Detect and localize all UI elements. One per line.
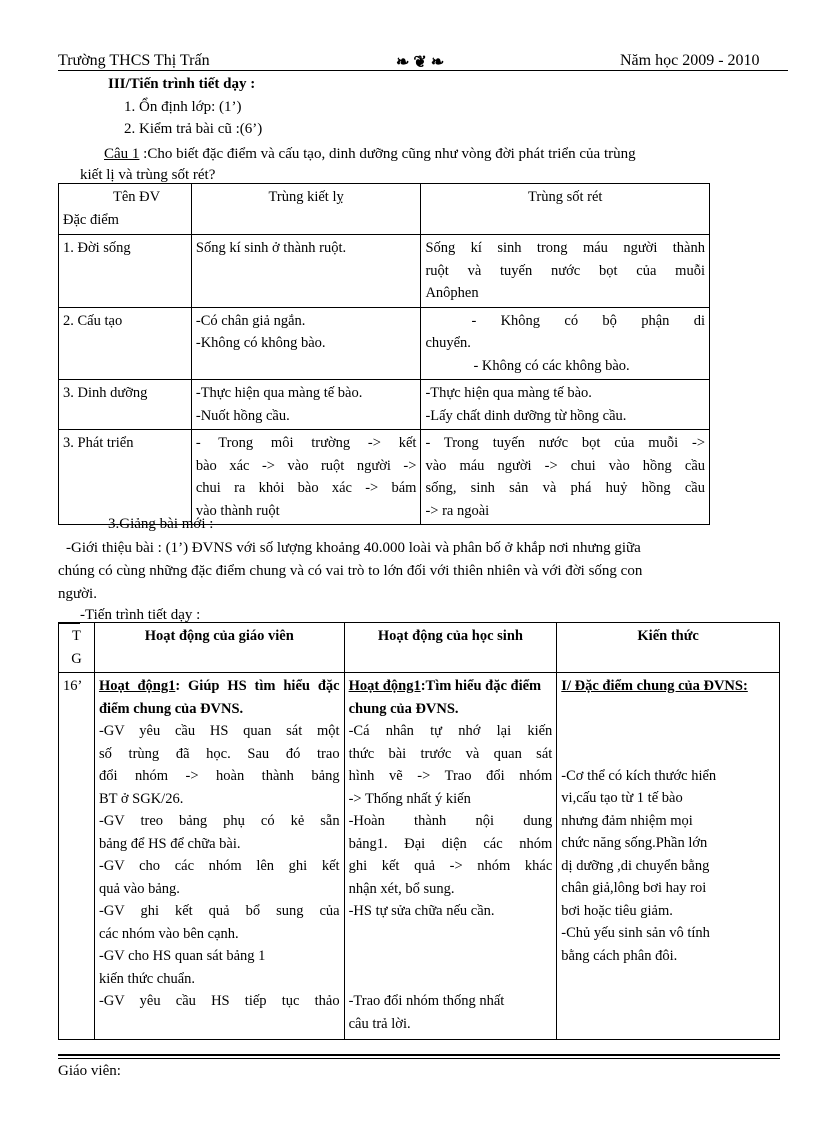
header-rule bbox=[58, 70, 788, 71]
student-activity: Hoạt động1:Tìm hiểu đặc điểm chung của ĐVNS. -Cá nhân tự nhớ lại kiến thức bài trước và quan sát hình vẽ -> Trao đổi nhóm -> Thống nhất ý kiến -Hoàn thành nội dung bảng1. Đại diện các nhóm ghi kết quả -> nhóm khác nhận xét, bổ sung. -HS tự sửa chữa nếu cần. -Trao đổi nhóm thống nhất câu trả lời. bbox=[344, 673, 557, 1040]
table-row bbox=[59, 184, 710, 235]
teacher-activity: Hoạt động1: Giúp HS tìm hiểu đặc điểm chung của ĐVNS. -GV yêu cầu HS quan sát một số trùng đã học. Sau đó trao đổi nhóm -> hoàn thành bảng BT ở SGK/26. -GV treo bảng phụ có kẻ sẵn bảng để HS để chữa bài. -GV cho các nhóm lên ghi kết quả vào bảng. -GV ghi kết quả bổ sung của các nhóm vào bên cạnh. -GV cho HS quan sát bảng 1 kiến thức chuẩn. -GV yêu cầu HS tiếp tục thảo bbox=[94, 673, 344, 1040]
table-row bbox=[59, 673, 780, 1040]
table-cell: Sống kí sinh trong máu người thành ruột và tuyến nước bọt của muỗi Anôphen bbox=[421, 235, 710, 308]
table-cell: - Trong tuyến nước bọt của muỗi -> vào máu người -> chui vào hồng cầu sống, sinh sản và phá huỷ hồng cầu -> ra ngoài bbox=[421, 430, 710, 525]
row-label: 3. Dinh dưỡng bbox=[59, 380, 192, 430]
step-3: 3.Giảng bài mới : bbox=[108, 516, 214, 532]
comparison-table bbox=[58, 183, 710, 525]
intro-text: -Giới thiệu bài : (1’) ĐVNS với số lượng khoảng 40.000 loài và phân bố ở khắp nơi nhưng giữa bbox=[66, 540, 641, 556]
row-label: 1. Đời sống bbox=[59, 235, 192, 308]
table-header-cell: Kiến thức bbox=[557, 623, 780, 673]
time-cell: 16’ bbox=[59, 673, 95, 1040]
table-cell: -Thực hiện qua màng tế bào. -Nuốt hồng cầu. bbox=[191, 380, 421, 430]
table-cell: -Có chân giả ngắn. -Không có không bào. bbox=[191, 307, 421, 380]
table-row bbox=[59, 380, 710, 430]
footer-rule bbox=[58, 1054, 780, 1056]
section-title: III/Tiến trình tiết dạy : bbox=[108, 76, 256, 92]
question-1 bbox=[104, 143, 636, 165]
table-cell: - Trong môi trường -> kết bào xác -> vào ruột người -> chui ra khỏi bào xác -> bám vào thành ruột bbox=[191, 430, 421, 525]
intro-text: chúng có cùng những đặc điểm chung và có vai trò to lớn đối với thiên nhiên và với đời sống con bbox=[58, 563, 643, 579]
knowledge-column: I/ Đặc điểm chung của ĐVNS: -Cơ thể có kích thước hiển vi,cấu tạo từ 1 tế bào nhưng đảm nhiệm mọi chức năng sống.Phần lớn dị dưỡng ,di chuyển bằng chân giả,lông bơi hay roi bơi hoặc tiêu giảm. -Chủ yếu sinh sản vô tính bằng cách phân đôi. bbox=[557, 673, 780, 1040]
school-name: Trường THCS Thị Trấn bbox=[58, 52, 210, 69]
row-label: 3. Phát triển bbox=[59, 430, 192, 525]
intro-text: người. bbox=[58, 586, 97, 602]
table-cell: -Thực hiện qua màng tế bào. -Lấy chất dinh dưỡng từ hồng cầu. bbox=[421, 380, 710, 430]
question-1-text: :Cho biết đặc điểm và cấu tạo, dinh dưỡng cũng như vòng đời phát triển của trùng bbox=[139, 146, 636, 162]
table-row bbox=[59, 235, 710, 308]
table-header-cell: Hoạt động của học sinh bbox=[344, 623, 557, 673]
question-1-label: Câu 1 bbox=[104, 146, 140, 162]
school-year: Năm học 2009 - 2010 bbox=[620, 52, 760, 69]
step-2: 2. Kiểm trả bài cũ :(6’) bbox=[124, 121, 263, 137]
table-header-cell: Trùng kiết lỵ bbox=[191, 184, 421, 235]
question-1-cont: kiết lị và trùng sốt rét? bbox=[80, 167, 216, 183]
teacher-label: Giáo viên: bbox=[58, 1063, 121, 1079]
table-header-cell: Hoạt động của giáo viên bbox=[94, 623, 344, 673]
row-label: 2. Cấu tạo bbox=[59, 307, 192, 380]
progress-heading: -Tiến trình tiết dạy : bbox=[80, 607, 201, 623]
table-cell: - Không có bộ phận di chuyển. - Không có các không bào. bbox=[421, 307, 710, 380]
table-row bbox=[59, 307, 710, 380]
knowledge-title: I/ Đặc điểm chung của ĐVNS: bbox=[561, 678, 748, 694]
table-header-cell: T G bbox=[59, 623, 95, 673]
table-row bbox=[59, 623, 780, 673]
ornament-icon: ❧ ❦ ❧ bbox=[396, 54, 445, 71]
table-cell: Sống kí sinh ở thành ruột. bbox=[191, 235, 421, 308]
table-header-cell: Tên ĐV Đặc điểm bbox=[59, 184, 192, 235]
step-1: 1. Ổn định lớp: (1’) bbox=[124, 99, 242, 115]
footer-rule bbox=[58, 1058, 780, 1059]
table-header-cell: Trùng sốt rét bbox=[421, 184, 710, 235]
lesson-table bbox=[58, 622, 780, 1040]
table-row bbox=[59, 430, 710, 525]
